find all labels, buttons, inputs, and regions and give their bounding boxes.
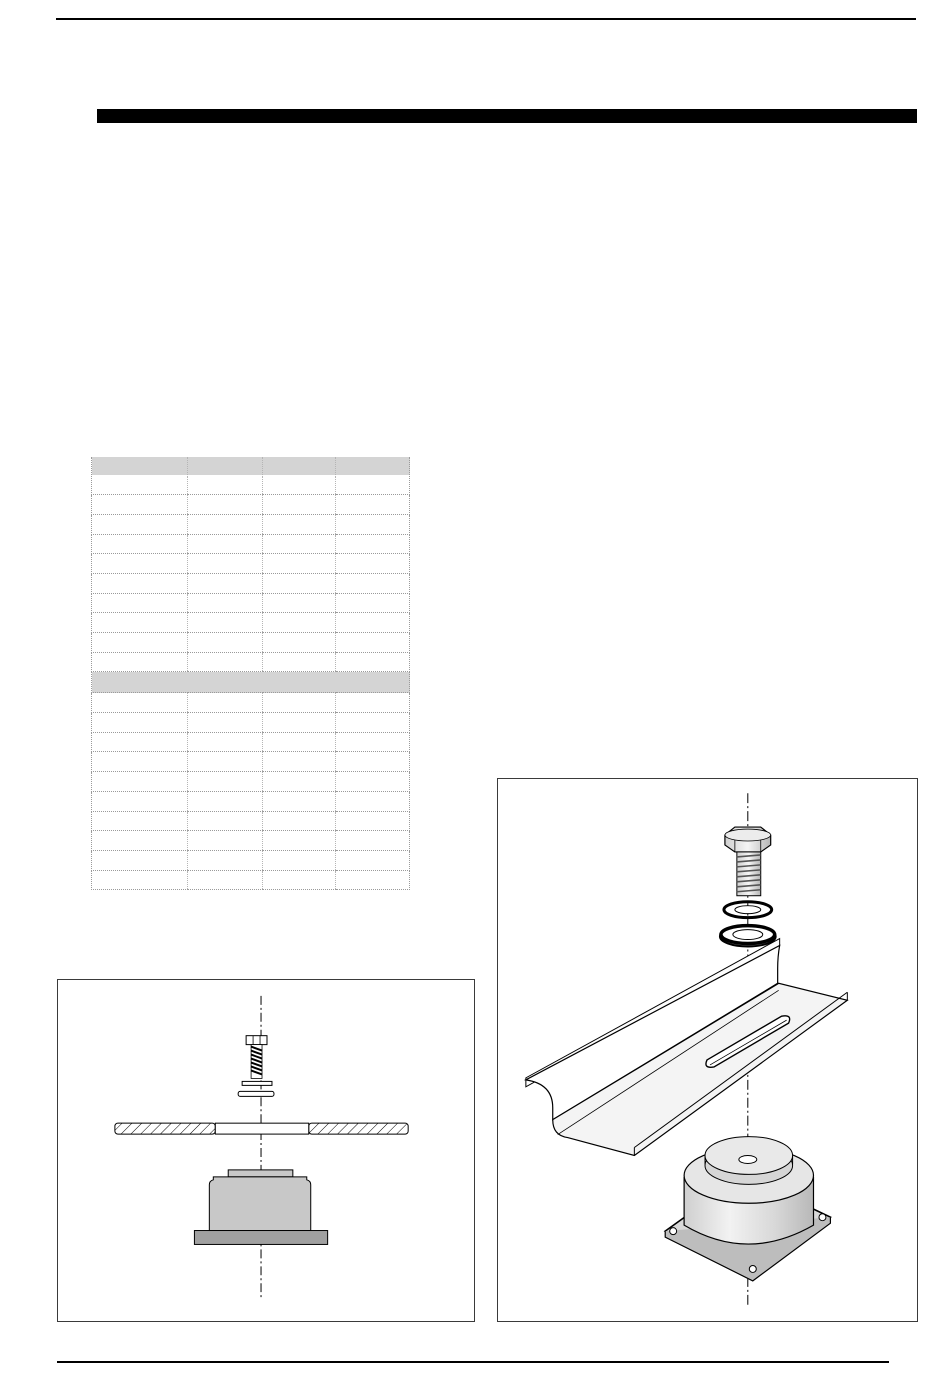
- table-row: [92, 573, 410, 593]
- table-cell: [263, 870, 336, 890]
- table-cell: [336, 850, 410, 870]
- table-cell: [188, 713, 263, 733]
- table-row: [92, 713, 410, 733]
- table-row: [92, 870, 410, 890]
- figure-isometric: [497, 778, 918, 1322]
- table-section-cell: [188, 672, 263, 693]
- table-cell: [263, 752, 336, 772]
- table-cell: [336, 457, 410, 475]
- table-cell: [336, 791, 410, 811]
- rubber-mount-icon: [665, 1137, 830, 1281]
- table-row: [92, 752, 410, 772]
- table-row: [92, 791, 410, 811]
- table-row: [92, 554, 410, 574]
- table-cell: [263, 613, 336, 633]
- table-row: [92, 534, 410, 554]
- table-cell: [263, 713, 336, 733]
- table-cell: [263, 514, 336, 534]
- table-cell: [92, 475, 188, 495]
- table-cell: [336, 554, 410, 574]
- angle-bracket-icon: [526, 939, 847, 1156]
- table-cell: [188, 811, 263, 831]
- table-cell: [263, 457, 336, 475]
- table-cell: [263, 633, 336, 653]
- table-section-cell: [92, 672, 188, 693]
- table-row: [92, 693, 410, 713]
- table-cell: [263, 791, 336, 811]
- mounting-plate-icon: [115, 1123, 408, 1134]
- table-cell: [188, 457, 263, 475]
- table-cell: [336, 573, 410, 593]
- header-rule: [56, 18, 916, 20]
- table-cell: [188, 475, 263, 495]
- table-cell: [263, 732, 336, 752]
- table-cell: [336, 652, 410, 672]
- table-cell: [263, 693, 336, 713]
- isometric-drawing: [498, 779, 917, 1321]
- table-row: [92, 593, 410, 613]
- table-cell: [188, 593, 263, 613]
- flat-washer-icon: [238, 1091, 274, 1096]
- table-cell: [263, 811, 336, 831]
- table-cell: [336, 475, 410, 495]
- table-row: [92, 633, 410, 653]
- table-row: [92, 811, 410, 831]
- table-cell: [92, 752, 188, 772]
- table-cell: [263, 850, 336, 870]
- table-cell: [336, 831, 410, 851]
- table-cell: [336, 593, 410, 613]
- table-cell: [336, 495, 410, 515]
- table-cell: [336, 713, 410, 733]
- table-cell: [92, 732, 188, 752]
- footer-rule: [57, 1361, 889, 1363]
- spec-table-body: [92, 457, 410, 890]
- lock-washer-icon: [242, 1081, 272, 1085]
- table-cell: [263, 534, 336, 554]
- table-cell: [188, 850, 263, 870]
- table-cell: [92, 593, 188, 613]
- table-row: [92, 850, 410, 870]
- table-cell: [336, 633, 410, 653]
- table-cell: [92, 495, 188, 515]
- table-cell: [336, 514, 410, 534]
- table-cell: [92, 850, 188, 870]
- table-cell: [188, 791, 263, 811]
- table-cell: [92, 652, 188, 672]
- table-row: [92, 514, 410, 534]
- table-cell: [188, 514, 263, 534]
- table-row: [92, 475, 410, 495]
- table-cell: [188, 870, 263, 890]
- table-cell: [92, 870, 188, 890]
- table-section-cell: [336, 672, 410, 693]
- figure-cross-section: [57, 979, 475, 1322]
- table-cell: [92, 554, 188, 574]
- table-cell: [92, 633, 188, 653]
- table-row: [92, 772, 410, 792]
- table-header-row: [92, 457, 410, 475]
- table-cell: [336, 752, 410, 772]
- table-cell: [188, 554, 263, 574]
- table-cell: [188, 573, 263, 593]
- hex-bolt-icon: [246, 1036, 267, 1079]
- table-cell: [188, 652, 263, 672]
- table-cell: [336, 811, 410, 831]
- table-cell: [188, 613, 263, 633]
- table-cell: [336, 732, 410, 752]
- table-cell: [92, 811, 188, 831]
- table-cell: [188, 732, 263, 752]
- table-section-cell: [263, 672, 336, 693]
- table-cell: [263, 554, 336, 574]
- table-cell: [92, 613, 188, 633]
- table-cell: [263, 475, 336, 495]
- table-cell: [92, 457, 188, 475]
- table-cell: [92, 534, 188, 554]
- table-row: [92, 495, 410, 515]
- table-cell: [188, 495, 263, 515]
- table-cell: [188, 772, 263, 792]
- table-cell: [188, 633, 263, 653]
- table-row: [92, 732, 410, 752]
- flat-washer-icon: [720, 926, 776, 947]
- table-cell: [263, 831, 336, 851]
- table-cell: [336, 693, 410, 713]
- table-cell: [92, 713, 188, 733]
- table-cell: [336, 772, 410, 792]
- section-title-bar: [97, 109, 917, 123]
- table-cell: [188, 534, 263, 554]
- spec-table: [91, 457, 410, 890]
- table-row: [92, 831, 410, 851]
- table-cell: [188, 752, 263, 772]
- table-cell: [188, 831, 263, 851]
- table-cell: [92, 573, 188, 593]
- rubber-mount-icon: [194, 1170, 327, 1245]
- hex-bolt-icon: [725, 827, 771, 896]
- table-cell: [336, 870, 410, 890]
- table-cell: [92, 772, 188, 792]
- cross-section-drawing: [58, 980, 474, 1321]
- table-cell: [263, 495, 336, 515]
- table-row: [92, 652, 410, 672]
- table-cell: [92, 791, 188, 811]
- table-cell: [263, 593, 336, 613]
- table-row: [92, 613, 410, 633]
- table-section-row: [92, 672, 410, 693]
- table-cell: [92, 514, 188, 534]
- table-cell: [188, 693, 263, 713]
- table-cell: [336, 534, 410, 554]
- table-cell: [92, 831, 188, 851]
- table-cell: [263, 652, 336, 672]
- table-cell: [263, 772, 336, 792]
- table-cell: [92, 693, 188, 713]
- table-cell: [263, 573, 336, 593]
- table-cell: [336, 613, 410, 633]
